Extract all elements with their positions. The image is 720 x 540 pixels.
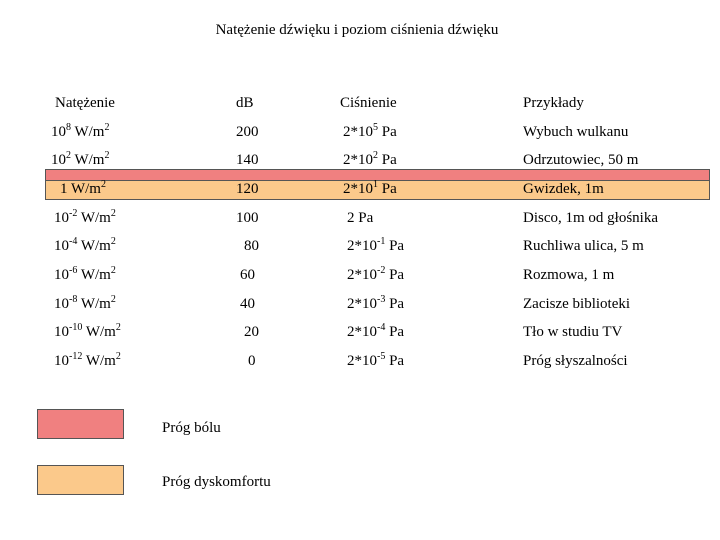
row-db: 0 [248,353,256,369]
row-intensity: $10^8$ $W/m^2$ [51,122,110,140]
row-example: Gwizdek, 1m [523,181,604,197]
header-examples: Przykłady [523,95,584,111]
row-db: 200 [236,124,259,140]
row-db: 40 [240,296,255,312]
row-intensity: $10^{-4}$ $W/m^2$ [54,236,116,254]
legend-label-pain: Próg bólu [162,420,221,436]
row-db: 140 [236,152,259,168]
row-pressure: $2*10^5$ Pa [343,122,397,140]
row-pressure: $2*10^{-1}$ Pa [347,236,405,254]
row-intensity: $10^{-6}$ $W/m^2$ [54,265,116,283]
header-db: dB [236,95,254,111]
row-example: Próg słyszalności [523,353,628,369]
row-intensity: $10^{-2}$ $W/m^2$ [54,208,116,226]
row-pressure: $2*10^{-2}$ Pa [347,265,405,283]
row-example: Odrzutowiec, 50 m [523,152,639,168]
row-db: 20 [244,324,259,340]
row-db: 100 [236,210,259,226]
row-pressure: $2*10^2$ Pa [343,150,397,168]
row-db: 60 [240,267,255,283]
row-intensity: $10^{-10}$ $W/m^2$ [54,322,121,340]
row-intensity: $10^{-8}$ $W/m^2$ [54,294,116,312]
row-db: 120 [236,181,259,197]
legend-label-discomfort: Próg dyskomfortu [162,474,271,490]
legend-swatch-discomfort [37,465,124,495]
page-title: Natężenie dźwięku i poziom ciśnienia dźwięku [215,22,499,38]
row-example: Tło w studiu TV [523,324,623,340]
legend-swatch-pain [37,409,124,439]
row-pressure: $2*10^{-3}$ Pa [347,294,405,312]
row-intensity: 1 $W/m^2$ [60,179,106,197]
row-intensity: $10^2$ $W/m^2$ [51,150,110,168]
header-pressure: Ciśnienie [340,95,397,111]
row-pressure: $2*10^{-4}$ Pa [347,322,405,340]
row-example: Rozmowa, 1 m [523,267,615,283]
header-intensity: Natężenie [55,95,115,111]
row-db: 80 [244,238,259,254]
row-example: Zacisze biblioteki [523,296,631,312]
row-example: Ruchliwa ulica, 5 m [523,238,644,254]
row-pressure: $2*10^{-5}$ Pa [347,351,405,369]
row-example: Disco, 1m od głośnika [523,210,658,226]
row-pressure: 2 Pa [347,210,374,226]
row-pressure: $2*10^1$ Pa [343,179,397,197]
row-example: Wybuch wulkanu [523,124,629,140]
row-intensity: $10^{-12}$ $W/m^2$ [54,351,121,369]
